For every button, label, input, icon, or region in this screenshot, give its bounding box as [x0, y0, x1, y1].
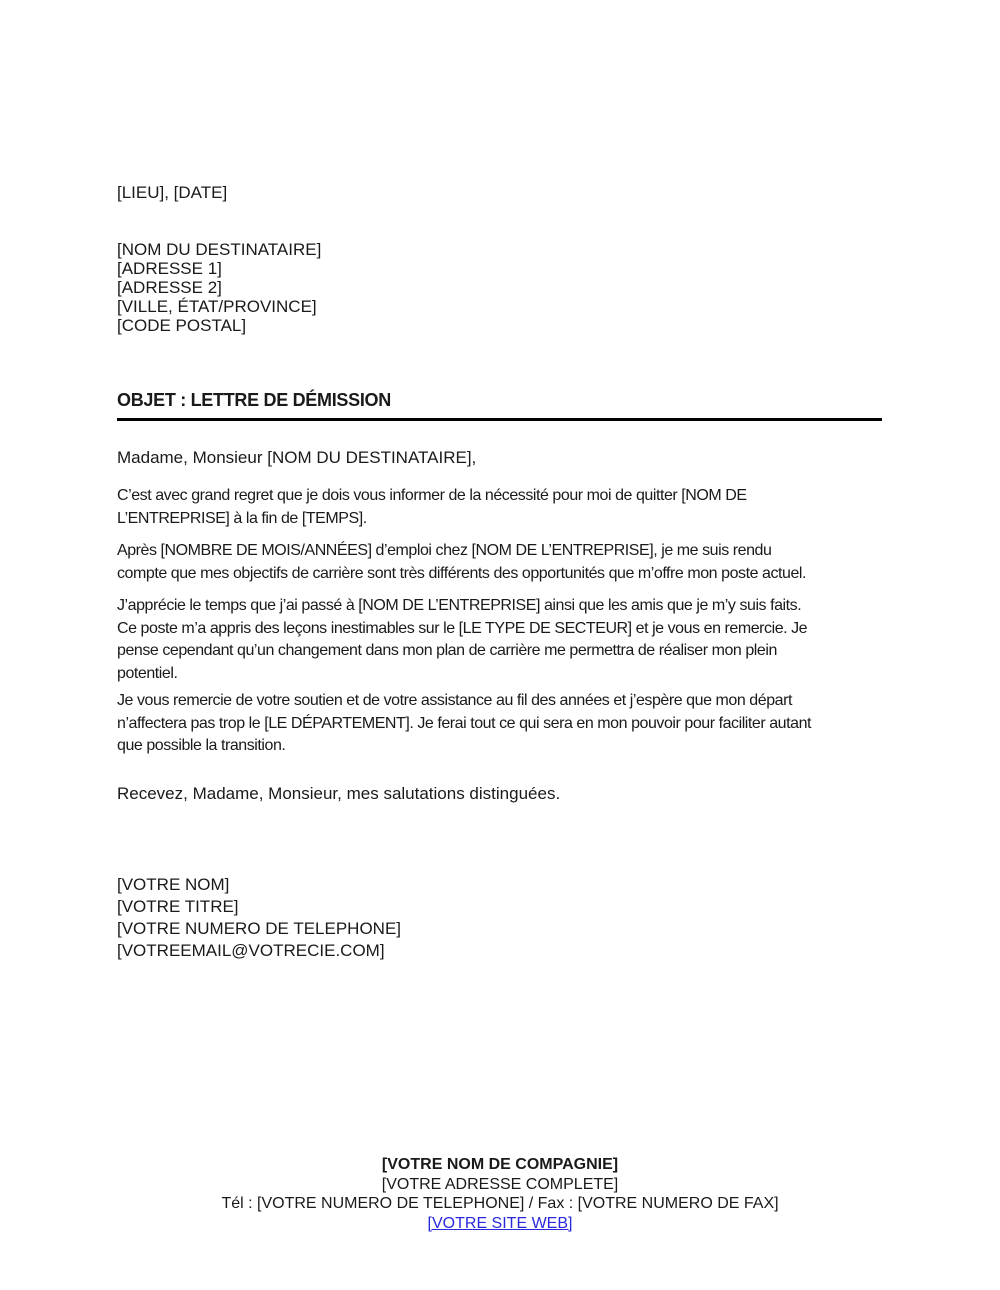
body-paragraph-2 — [117, 540, 806, 585]
company-address: [VOTRE ADRESSE COMPLETE] — [381, 1175, 619, 1193]
place-date-line: [LIEU], [DATE] — [117, 183, 228, 202]
paragraph-line: compte que mes objectifs de carrière sont très différents des opportunités que m’offre mon poste actuel. — [117, 564, 807, 582]
website-link[interactable]: [VOTRE SITE WEB] — [427, 1214, 573, 1232]
signature-name: [VOTRE NOM] — [117, 875, 230, 894]
paragraph-line: potentiel. — [117, 664, 178, 682]
company-name: [VOTRE NOM DE COMPAGNIE] — [381, 1156, 619, 1173]
body-paragraph-3 — [117, 595, 807, 685]
paragraph-line: Je vous remercie de votre soutien et de votre assistance au fil des années et j’espère que mon départ — [117, 692, 792, 709]
salutation: Madame, Monsieur [NOM DU DESTINATAIRE], — [117, 448, 477, 467]
recipient-address-2: [ADRESSE 2] — [117, 278, 222, 297]
company-footer — [0, 1155, 1000, 1233]
signature-email: [VOTREEMAIL@VOTRECIE.COM] — [117, 941, 385, 960]
body-paragraph-1 — [117, 485, 747, 530]
paragraph-line: n’affectera pas trop le [LE DÉPARTEMENT]. Je ferai tout ce qui sera en mon pouvoir pour faciliter autant — [117, 714, 812, 732]
company-phone-fax: Tél : [VOTRE NUMERO DE TELEPHONE] / Fax : [VOTRE NUMERO DE FAX] — [221, 1195, 779, 1212]
signature-block — [117, 874, 401, 962]
body-paragraph-4 — [117, 690, 811, 758]
recipient-address-1: [ADRESSE 1] — [117, 259, 222, 278]
subject-heading: OBJET : LETTRE DE DÉMISSION — [117, 390, 391, 410]
recipient-postal-code: [CODE POSTAL] — [117, 316, 247, 335]
paragraph-line: J’apprécie le temps que j’ai passé à [NOM DE L’ENTREPRISE] ainsi que les amis que je m’y suis faits. — [117, 597, 802, 614]
signature-title: [VOTRE TITRE] — [117, 897, 239, 916]
paragraph-line: L’ENTREPRISE] à la fin de [TEMPS]. — [117, 509, 367, 527]
closing-line: Recevez, Madame, Monsieur, mes salutations distinguées. — [117, 784, 561, 803]
paragraph-line: pense cependant qu’un changement dans mon plan de carrière me permettra de réaliser mon plein — [117, 642, 777, 660]
paragraph-line: Ce poste m’a appris des leçons inestimables sur le [LE TYPE DE SECTEUR] et je vous en remercie. Je — [117, 619, 808, 637]
recipient-name: [NOM DU DESTINATAIRE] — [117, 240, 322, 259]
subject-divider — [117, 418, 882, 421]
paragraph-line: Après [NOMBRE DE MOIS/ANNÉES] d’emploi chez [NOM DE L’ENTREPRISE], je me suis rendu — [117, 542, 772, 559]
paragraph-line: C’est avec grand regret que je dois vous informer de la nécessité pour moi de quitter [NOM DE — [117, 487, 747, 504]
signature-phone: [VOTRE NUMERO DE TELEPHONE] — [117, 919, 402, 938]
recipient-city-state: [VILLE, ÉTAT/PROVINCE] — [117, 297, 317, 316]
paragraph-line: que possible la transition. — [117, 737, 286, 755]
recipient-block — [117, 240, 321, 335]
